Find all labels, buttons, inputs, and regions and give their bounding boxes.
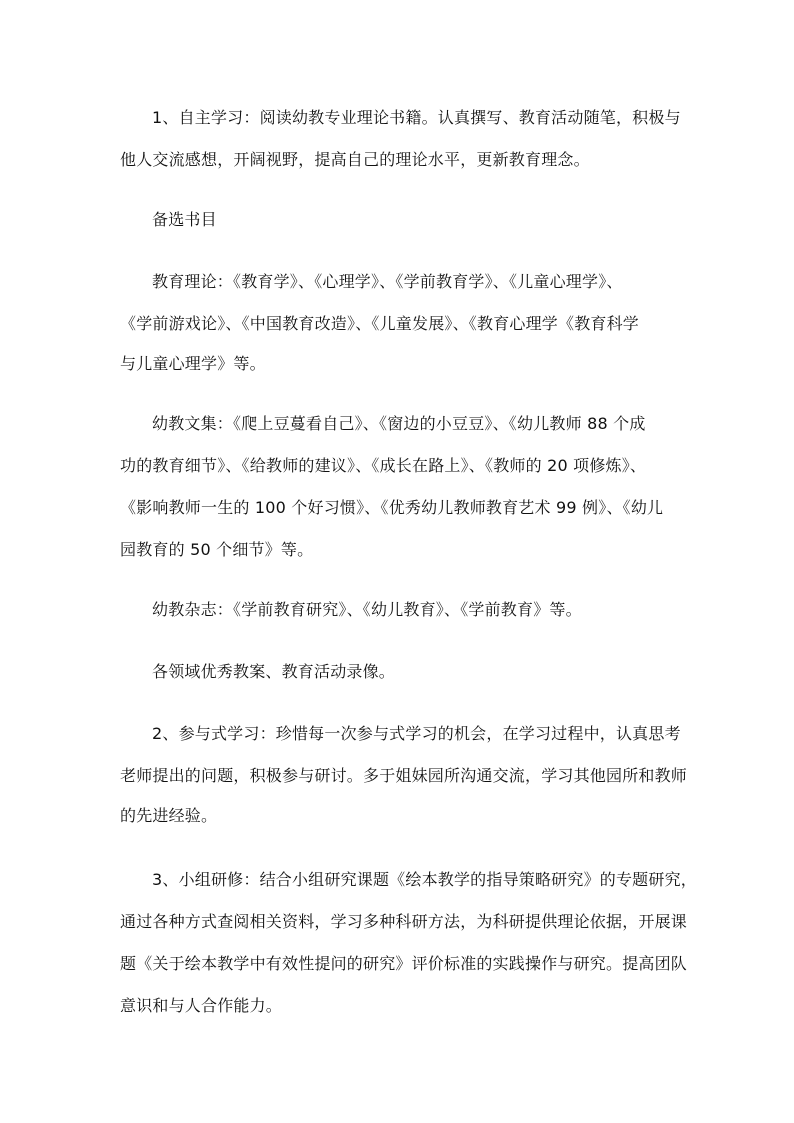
theory-books-line-2: 《学前游戏论》、《中国教育改造》、《儿童发展》、《教育心理学《教育科学 bbox=[120, 314, 640, 333]
paragraph-1-line-2: 他人交流感想，开阔视野，提高自己的理论水平，更新教育理念。 bbox=[120, 150, 590, 169]
paragraph-3-line-3: 题《关于绘本教学中有效性提问的研究》评价标准的实践操作与研究。提高团队 bbox=[120, 954, 688, 973]
collection-books-line-3: 《影响教师一生的 100 个好习惯》、《优秀幼儿教师教育艺术 99 例》、《幼儿 bbox=[120, 498, 664, 517]
magazines-line: 幼教杂志：《学前教育研究》、《幼儿教育》、《学前教育》等。 bbox=[152, 600, 582, 619]
paragraph-2-line-2: 老师提出的问题，积极参与研讨。多于姐妹园所沟通交流，学习其他园所和教师 bbox=[120, 766, 688, 785]
paragraph-3-line-2: 通过各种方式查阅相关资料，学习多种科研方法，为科研提供理论依据，开展课 bbox=[120, 912, 688, 931]
lesson-plans-line: 各领域优秀教案、教育活动录像。 bbox=[152, 662, 396, 681]
collection-books-line-2: 功的教育细节》、《给教师的建议》、《成长在路上》、《教师的 20 项修炼》、 bbox=[120, 456, 647, 475]
paragraph-2-line-1: 2、参与式学习：珍惜每一次参与式学习的机会，在学习过程中，认真思考 bbox=[152, 724, 681, 743]
theory-books-line-3: 与儿童心理学》等。 bbox=[120, 354, 266, 373]
collection-books-line-4: 园教育的 50 个细节》等。 bbox=[120, 540, 314, 559]
paragraph-2-line-3: 的先进经验。 bbox=[120, 806, 218, 825]
paragraph-1-line-1: 1、自主学习：阅读幼教专业理论书籍。认真撰写、教育活动随笔，积极与 bbox=[152, 108, 681, 127]
theory-books-line-1: 教育理论：《教育学》、《心理学》、《学前教育学》、《儿童心理学》、 bbox=[152, 272, 623, 291]
paragraph-3-line-4: 意识和与人合作能力。 bbox=[120, 996, 283, 1015]
paragraph-3-line-1: 3、小组研修：结合小组研究课题《绘本教学的指导策略研究》的专题研究， bbox=[152, 870, 697, 889]
booklist-heading: 备选书目 bbox=[152, 210, 217, 229]
collection-books-line-1: 幼教文集：《爬上豆蔓看自己》、《窗边的小豆豆》、《幼儿教师 88 个成 bbox=[152, 414, 646, 433]
